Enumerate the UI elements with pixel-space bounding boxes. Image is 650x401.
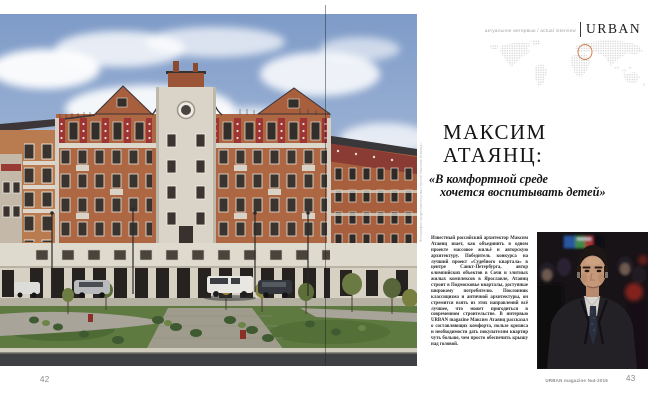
gutter-fold: [325, 5, 326, 366]
building-photo-graphic: [0, 14, 417, 366]
portrait-photo: [537, 232, 648, 369]
section-label: актуальное интервью / actual interview: [484, 27, 576, 33]
page-number-left: 42: [40, 375, 50, 384]
article-title: [443, 121, 547, 166]
article-title-line2: АТАЯНЦ:: [443, 142, 544, 167]
footer-imprint: URBAN magazine №4-2015: [545, 378, 608, 383]
photo-credit: Фотографии предоставлены мастерской Максима Атаянца /: [419, 142, 423, 242]
pull-quote-line2: хочется воспитывать детей»: [440, 185, 606, 200]
world-map-graphic: [487, 40, 649, 94]
brand-logo: URBAN: [586, 21, 642, 36]
article-title-line1: МАКСИМ: [443, 120, 547, 144]
header-divider: [580, 22, 581, 37]
page-number-right: 43: [626, 374, 636, 383]
building-photo: [0, 14, 417, 366]
pull-quote: [429, 173, 606, 199]
pull-quote-line1: «В комфортной среде: [429, 172, 548, 186]
lead-paragraph: Известный российский архитектор Максим Атаянц знает, как объединить в одном проекте массовое жильё и авторскую архитектуру. Победитель конкурса на лучший проект «Судебного квартала» в центре Санкт-Петербурга, автор олимпийских объектов в Сочи и элитных жилых комплексов в Ярославле, Атаянц строит в Подмосковье кварталы, доступные широкому потребителю. Поклонник классицизма и античной архитектуры, он стремится взять из этих направлений всё лучшее, что может пригодиться в современном строительстве. В интервью URBAN magazine Максим Атаянц рассказал о составляющих комфорта, пользе кризиса и необходимости дать покупателям квартир чуть больше, чем просто обеспечить крышу над головой.: [431, 236, 528, 347]
